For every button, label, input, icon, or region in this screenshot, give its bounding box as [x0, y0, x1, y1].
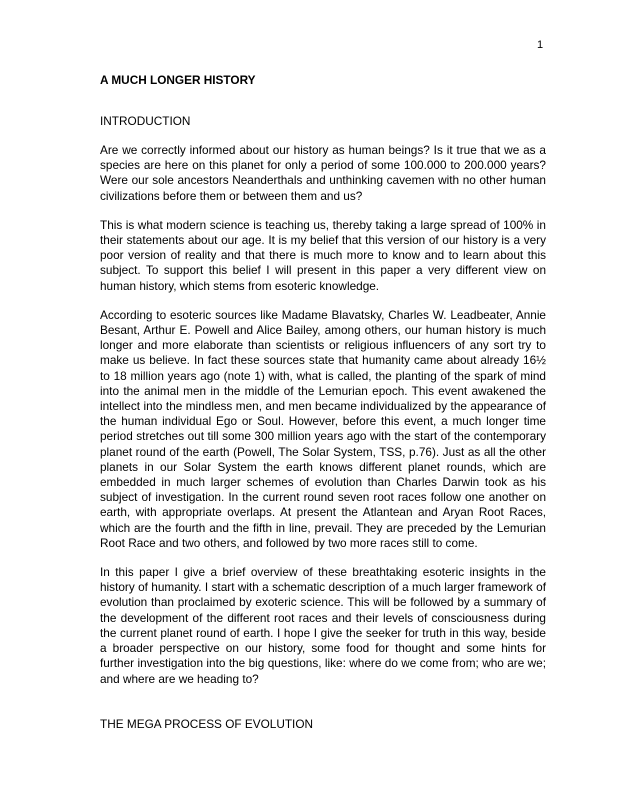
paragraph: According to esoteric sources like Madame Blavatsky, Charles W. Leadbeater, Annie Besant, Arthur E. Powell and Alice Bailey, among others, our human history is much longer and more elaborate than scientists or religious influencers of any sort try to make us believe. In fact these sources state that humanity came about already 16½ to 18 million years ago (note 1) with, what is called, the planting of the spark of mind into the animal men in the middle of the Lemurian epoch. This event awakened the intellect into the mindless men, and men became individualized by the appearance of the human individual Ego or Soul. However, before this event, a much longer time period stretches out till some 300 million years ago with the start of the contemporary planet round of the earth (Powell, The Solar System, TSS, p.76). Just as all the other planets in our Solar System the earth knows different planet rounds, which are embedded in much larger schemes of evolution than Charles Darwin took as his subject of investigation. In the current round seven root races follow one another on earth, with appropriate overlaps. At present the Atlantean and Aryan Root Races, which are the fourth and the fifth in line, prevail. They are preceded by the Lemurian Root Race and two others, and followed by two more races still to come. — [100, 307, 546, 550]
document-title: A MUCH LONGER HISTORY — [100, 73, 256, 87]
document-body — [100, 73, 546, 732]
section-heading-mega-process: THE MEGA PROCESS OF EVOLUTION — [100, 716, 314, 731]
section-heading-introduction: INTRODUCTION — [100, 114, 191, 128]
page-number: 1 — [537, 39, 544, 51]
paragraph: In this paper I give a brief overview of these breathtaking esoteric insights in the history of humanity. I start with a schematic description of a much larger framework of evolution than proclaimed by exoteric science. This will be followed by a summary of the development of the different root races and their levels of consciousness during the current planet round of earth. I hope I give the seeker for truth in this way, beside a broader perspective on our history, some food for thought and some hints for further investigation into the big questions, like: where do we come from; who are we; and where are we heading to? — [100, 565, 546, 686]
paragraph: Are we correctly informed about our history as human beings? Is it true that we as a species are here on this planet for only a period of some 100.000 to 200.000 years? Were our sole ancestors Neanderthals and unthinking cavemen with no other human civilizations before them or between them and us? — [100, 143, 546, 203]
paragraph: This is what modern science is teaching us, thereby taking a large spread of 100% in their statements about our age. It is my belief that this version of our history is a very poor version of reality and that there is much more to know and to learn about this subject. To support this belief I will present in this paper a very different view on human history, which stems from esoteric knowledge. — [100, 217, 546, 293]
